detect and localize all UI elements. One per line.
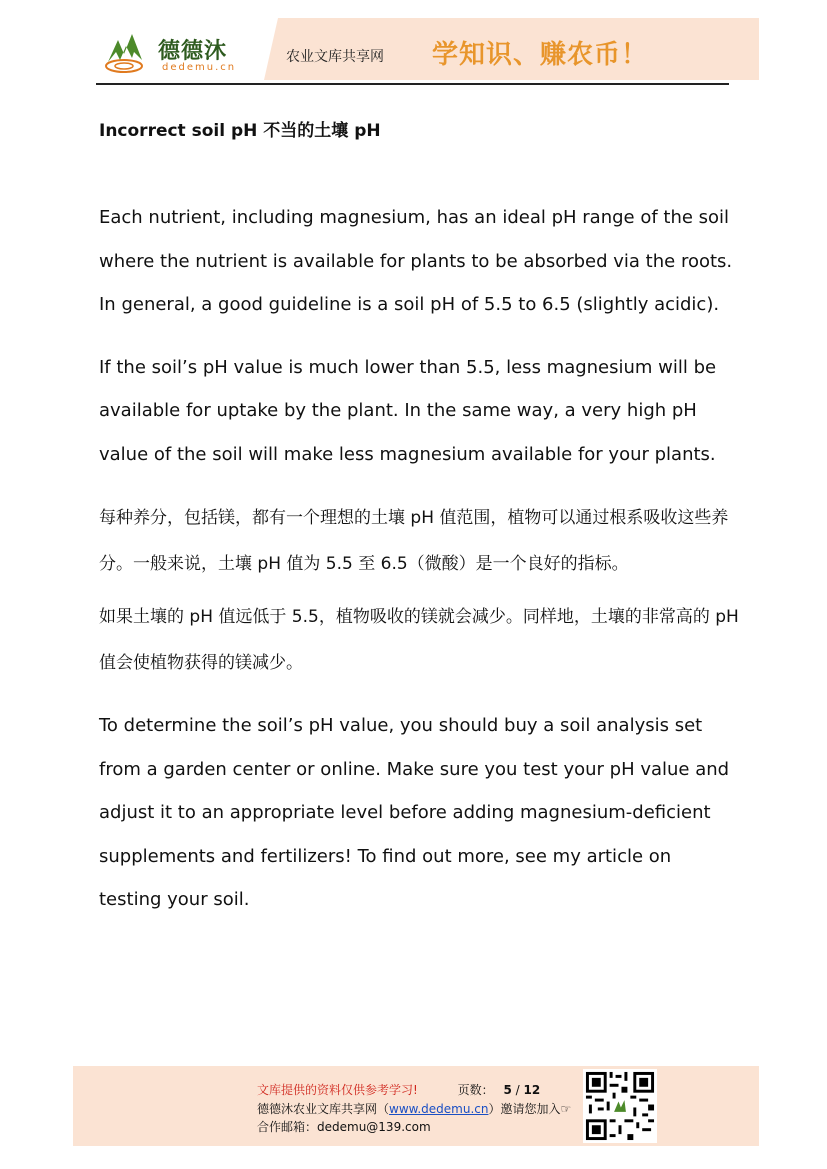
site-name: 农业文库共享网 xyxy=(286,49,384,65)
site-prefix: 德德沐农业文库共享网（ xyxy=(257,1102,390,1116)
slogan: 学知识、赚农币！ xyxy=(432,40,649,70)
logo-text-cn: 德德沐 xyxy=(158,38,228,64)
page-current: 5 xyxy=(503,1083,512,1097)
pages-label: 页数： xyxy=(457,1083,494,1097)
logo-icon xyxy=(102,32,152,74)
document-body xyxy=(99,118,739,941)
paragraph: To determine the soil’s pH value, you should buy a soil analysis set from a garden center or online. Make sure you test your pH value and adjust it to an appropriate level before adding magnesium-deficient supplements and fertilizers! To find out more, see my article on testing your soil. xyxy=(99,715,730,910)
paragraph: 如果土壤的 pH 值远低于 5.5，植物吸收的镁就会减少。同样地，土壤的非常高的 pH 值会使植物获得的镁减少。 xyxy=(99,607,739,673)
page-total: 12 xyxy=(523,1083,541,1097)
logo-text-en: dedemu.cn xyxy=(162,62,237,73)
header-divider xyxy=(96,83,729,85)
page-header xyxy=(96,18,759,82)
section-title: Incorrect soil pH 不当的土壤 pH xyxy=(99,121,381,141)
contact-email: 合作邮箱：dedemu@139.com xyxy=(257,1120,431,1134)
disclaimer: 文库提供的资料仅供参考学习! xyxy=(257,1083,418,1097)
page-footer xyxy=(73,1066,759,1146)
paragraph: If the soil’s pH value is much lower than 5.5, less magnesium will be available for uptake by the plant. In the same way, a very high pH value of the soil will make less magnesium available for your plants. xyxy=(99,356,717,465)
site-link[interactable]: www.dedemu.cn xyxy=(389,1102,489,1116)
page-separator: / xyxy=(511,1083,524,1097)
footer-line-2 xyxy=(257,1100,571,1117)
qr-code-icon[interactable] xyxy=(583,1069,657,1143)
paragraph: Each nutrient, including magnesium, has an ideal pH range of the soil where the nutrient is available for plants to be absorbed via the roots. In general, a good guideline is a soil pH of 5.5 to 6.5 (slightly acidic). xyxy=(99,207,733,315)
site-suffix: ）邀请您加入☞ xyxy=(488,1102,572,1116)
paragraph: 每种养分，包括镁，都有一个理想的土壤 pH 值范围，植物可以通过根系吸收这些养分。一般来说，土壤 pH 值为 5.5 至 6.5（微酸）是一个良好的指标。 xyxy=(99,508,729,574)
footer-line-1 xyxy=(257,1081,540,1098)
